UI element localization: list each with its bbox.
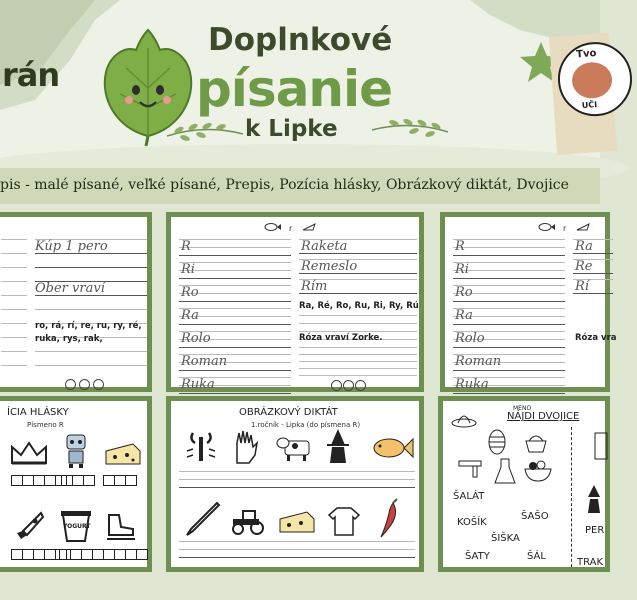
divider-dashed bbox=[571, 427, 572, 567]
hat-icon bbox=[451, 409, 477, 429]
ruled-line bbox=[179, 247, 291, 248]
script-word: R bbox=[181, 239, 191, 254]
ruled-line bbox=[1, 281, 27, 282]
script-word: Ri bbox=[455, 262, 469, 277]
subtitle-strip bbox=[0, 168, 600, 204]
bold-text-line: Ra, Ré, Ro, Ru, Ri, Ry, Rú bbox=[299, 301, 419, 311]
title-line-2: písanie bbox=[196, 60, 393, 118]
script-word: Roman bbox=[181, 354, 228, 369]
rocket-icon bbox=[13, 509, 47, 545]
ruled-line bbox=[453, 239, 565, 240]
ruled-line bbox=[453, 393, 565, 394]
script-word: Ro bbox=[181, 285, 199, 300]
script-word: Ra bbox=[455, 308, 473, 323]
ruled-line bbox=[179, 239, 291, 240]
happy-face-icon bbox=[355, 380, 366, 391]
meno-label: MENO bbox=[513, 405, 532, 412]
bold-text-line: Róza vraví Zorke. bbox=[299, 333, 383, 343]
fish-rocket-icon bbox=[537, 221, 597, 233]
script-word: Ruka bbox=[181, 377, 215, 392]
script-word: Rolo bbox=[181, 331, 211, 346]
fish-icon bbox=[371, 435, 415, 461]
dress-icon bbox=[493, 457, 517, 485]
ruled-line bbox=[179, 262, 291, 263]
cheese-icon bbox=[103, 441, 143, 467]
script-word: Ri bbox=[181, 262, 195, 277]
bold-text-line: Róza vra bbox=[575, 333, 617, 343]
pair-word[interactable]: PER bbox=[585, 525, 605, 536]
title-line-1: Doplnkové bbox=[208, 22, 393, 58]
script-word: Ra bbox=[575, 239, 593, 254]
pair-word[interactable]: KOŠÍK bbox=[457, 517, 487, 528]
ruled-line bbox=[179, 557, 415, 558]
diktat-title: OBRÁZKOVÝ DIKTÁT bbox=[239, 407, 338, 418]
pozicia-subtitle: Písmeno R bbox=[27, 421, 64, 429]
answer-boxes[interactable] bbox=[11, 549, 66, 560]
ruled-line bbox=[35, 351, 147, 352]
witch-icon bbox=[583, 483, 605, 515]
pair-word[interactable]: ŠAŠO bbox=[521, 511, 549, 522]
script-word: Ro bbox=[455, 285, 473, 300]
ruled-line bbox=[453, 301, 565, 302]
script-word: Rolo bbox=[455, 331, 485, 346]
pozicia-title: ÍCIA HLÁSKY bbox=[7, 407, 69, 418]
ruled-line bbox=[1, 337, 27, 338]
left-partial-title: rán bbox=[2, 56, 60, 94]
pair-word[interactable]: ŠALÁT bbox=[453, 491, 485, 502]
fish-rocket-icon bbox=[263, 221, 323, 233]
najdi-dvojice-card bbox=[438, 396, 610, 572]
ruled-line bbox=[179, 278, 291, 279]
ruled-line bbox=[179, 471, 415, 472]
laurel-decoration-left-icon bbox=[165, 118, 245, 144]
ruled-line bbox=[1, 267, 27, 268]
pair-word[interactable]: TRAK bbox=[577, 557, 604, 568]
answer-boxes[interactable] bbox=[11, 475, 66, 486]
ruled-line bbox=[179, 549, 415, 550]
ruled-line bbox=[299, 331, 417, 332]
ruled-line bbox=[1, 309, 27, 310]
script-word: Rím bbox=[301, 279, 328, 294]
ruled-line bbox=[299, 315, 417, 316]
pair-word[interactable]: ŠÁL bbox=[527, 551, 546, 562]
witch-icon bbox=[323, 427, 353, 465]
tractor-icon bbox=[229, 507, 267, 535]
subtitle-text: pis - malé písané, veľké písané, Prepis, Pozícia hlásky, Obrázkový diktát, Dvojice bbox=[0, 177, 569, 193]
script-word: Roman bbox=[455, 354, 502, 369]
ruled-line bbox=[1, 295, 27, 296]
ruled-line bbox=[1, 365, 27, 366]
ruled-line bbox=[299, 361, 417, 362]
ruled-line bbox=[179, 270, 291, 271]
ruled-line bbox=[299, 368, 417, 369]
obrazkovy-diktat-card bbox=[166, 396, 424, 572]
ruled-line bbox=[179, 324, 291, 325]
ruled-line bbox=[453, 278, 565, 279]
pair-word[interactable]: ŠATY bbox=[465, 551, 490, 562]
happy-face-icon bbox=[93, 379, 104, 390]
ruled-line bbox=[179, 393, 291, 394]
hand-icon bbox=[229, 429, 261, 465]
worksheet-card-center bbox=[166, 212, 424, 392]
children-avatar-icon bbox=[571, 61, 613, 100]
badge-label-2: UČI bbox=[581, 100, 598, 111]
ruled-line bbox=[1, 323, 27, 324]
sad-face-icon bbox=[331, 380, 342, 391]
ice-skate-icon bbox=[103, 511, 137, 541]
neutral-face-icon bbox=[343, 380, 354, 391]
answer-boxes[interactable] bbox=[103, 475, 136, 486]
header-banner bbox=[0, 0, 600, 168]
basket-icon bbox=[523, 431, 549, 453]
pen-icon bbox=[183, 501, 221, 537]
sweater-icon bbox=[327, 505, 361, 537]
ruled-line bbox=[299, 375, 417, 376]
pinecone-icon bbox=[487, 427, 507, 455]
ruled-line bbox=[179, 301, 291, 302]
script-line: Ober vraví bbox=[35, 281, 105, 296]
ruled-line bbox=[1, 351, 27, 352]
ruled-line bbox=[179, 487, 415, 488]
pair-word[interactable]: ŠIŠKA bbox=[491, 533, 520, 544]
answer-boxes[interactable] bbox=[61, 475, 94, 486]
ruled-line bbox=[35, 309, 147, 310]
answer-boxes[interactable] bbox=[59, 549, 103, 560]
script-word: Ra bbox=[181, 308, 199, 323]
ruled-line bbox=[453, 347, 565, 348]
ruled-line bbox=[179, 479, 415, 480]
script-word: Remeslo bbox=[301, 259, 358, 274]
ruled-line bbox=[453, 262, 565, 263]
worksheet-card-right bbox=[440, 212, 617, 392]
script-word: Ruka bbox=[455, 377, 489, 392]
ruled-line bbox=[35, 365, 147, 366]
bold-text-line: ro, rá, rí, re, ru, ry, ré, bbox=[35, 321, 142, 331]
ruled-line bbox=[35, 267, 147, 268]
lobster-icon bbox=[183, 429, 219, 465]
ruled-line bbox=[453, 270, 565, 271]
ruled-line bbox=[179, 255, 291, 256]
pozicia-hlasky-card bbox=[0, 396, 152, 572]
ruled-line bbox=[299, 347, 417, 348]
neutral-face-icon bbox=[79, 379, 90, 390]
ruled-line bbox=[453, 255, 565, 256]
sad-face-icon bbox=[65, 379, 76, 390]
scarf-icon bbox=[457, 457, 483, 479]
picture-icon bbox=[593, 431, 607, 461]
ruled-line bbox=[453, 370, 565, 371]
ruled-line bbox=[1, 253, 27, 254]
ruled-line bbox=[179, 370, 291, 371]
worksheet-card-left bbox=[0, 212, 152, 392]
yogurt-label: YOGURT bbox=[63, 523, 91, 530]
cheese-icon bbox=[277, 509, 317, 535]
crown-icon bbox=[9, 441, 49, 467]
title-line-3: k Lipke bbox=[245, 116, 338, 142]
teacher-badge bbox=[549, 33, 617, 155]
bold-text-line: ruka, rys, rak, bbox=[35, 334, 103, 344]
dvojice-title: NÁJDI DVOJICE bbox=[507, 411, 580, 422]
svg-text:r: r bbox=[563, 224, 567, 233]
ruled-line bbox=[453, 247, 565, 248]
robot-icon bbox=[61, 431, 91, 469]
ruled-line bbox=[179, 541, 415, 542]
answer-boxes[interactable] bbox=[103, 549, 147, 560]
script-line: Kúp 1 pero bbox=[35, 239, 108, 254]
ruled-line bbox=[453, 324, 565, 325]
script-word: Re bbox=[575, 259, 593, 274]
svg-text:r: r bbox=[289, 224, 293, 233]
script-word: Raketa bbox=[301, 239, 348, 254]
salad-bowl-icon bbox=[523, 457, 553, 483]
script-word: Rí bbox=[575, 279, 589, 294]
ruled-line bbox=[179, 347, 291, 348]
pepper-icon bbox=[377, 499, 403, 539]
badge-label: Tvo bbox=[575, 47, 597, 61]
ruled-line bbox=[299, 323, 417, 324]
diktat-subtitle: 1.ročník - Lipka (do písmena R) bbox=[251, 421, 361, 429]
cow-icon bbox=[275, 431, 313, 463]
ruled-line bbox=[299, 354, 417, 355]
script-word: R bbox=[455, 239, 465, 254]
laurel-decoration-right-icon bbox=[370, 114, 450, 140]
ruled-line bbox=[1, 239, 27, 240]
